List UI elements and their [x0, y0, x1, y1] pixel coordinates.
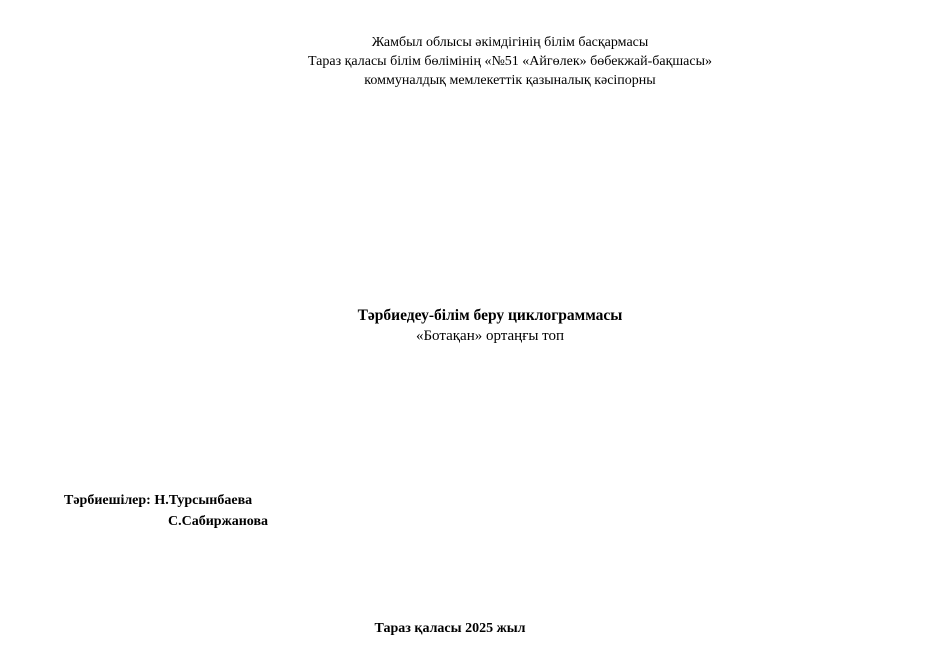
document-title: Тәрбиедеу-білім беру циклограммасы: [357, 307, 623, 324]
teacher-name: С.Сабиржанова: [168, 514, 269, 529]
organization-header: [250, 33, 770, 90]
header-line-department: Жамбыл облысы әкімдігінің білім басқармасы: [371, 35, 649, 50]
teachers-row-2: [64, 511, 268, 532]
teachers-label: Тәрбиешілер:: [64, 493, 151, 508]
document-title-block: [290, 306, 690, 346]
teachers-row-1: [64, 490, 268, 511]
header-line-kindergarten: Тараз қаласы білім бөлімінің «№51 «Айгөлек» бөбекжай-бақшасы»: [307, 54, 713, 69]
city-year-footer: Тараз қаласы 2025 жыл: [374, 621, 526, 636]
teachers-block: [64, 490, 268, 532]
header-line-enterprise: коммуналдық мемлекеттік қазыналық кәсіпорны: [364, 73, 656, 88]
teacher-name: Н.Турсынбаева: [154, 493, 253, 508]
group-name: «Ботақан» ортаңғы топ: [415, 328, 565, 344]
